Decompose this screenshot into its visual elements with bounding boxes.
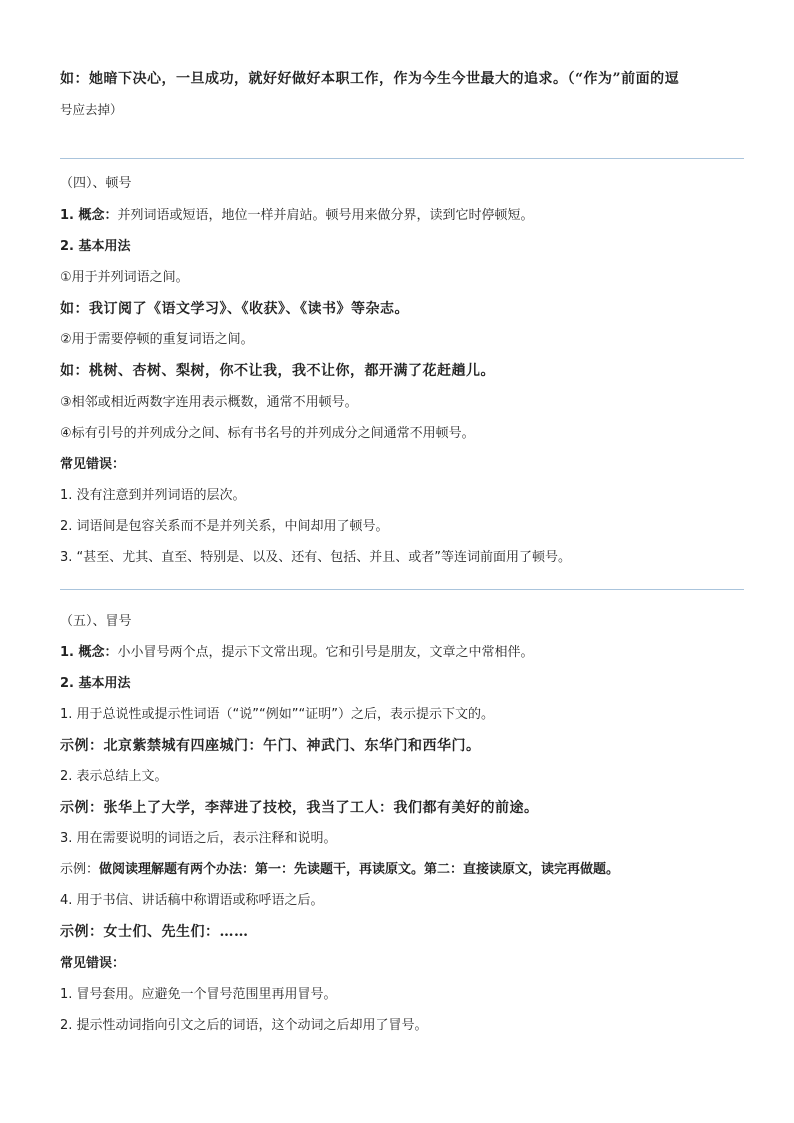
usage-example: 示例：北京紫禁城有四座城门：午门、神武门、东华门和西华门。	[60, 738, 481, 754]
section-heading: （五）、冒号	[60, 614, 132, 629]
section-divider	[60, 589, 744, 590]
usage-rule: 1. 用于总说性或提示性词语（“说”“例如”“证明”）之后，表示提示下文的。	[60, 707, 494, 722]
concept-line	[60, 644, 534, 662]
usage-example: 如：我订阅了《语文学习》、《收获》、《读书》等杂志。	[60, 301, 409, 317]
error-item: 1. 没有注意到并列词语的层次。	[60, 488, 246, 503]
usage-rule: ④标有引号的并列成分之间、标有书名号的并列成分之间通常不用顿号。	[60, 426, 475, 441]
concept-label: 1. 概念：	[60, 645, 118, 660]
error-item: 3. “甚至、尤其、直至、特别是、以及、还有、包括、并且、或者”等连词前面用了顿号。	[60, 550, 572, 565]
usage-heading: 2. 基本用法	[60, 239, 131, 254]
usage-rule: 2. 表示总结上文。	[60, 769, 168, 784]
usage-example: 示例：女士们、先生们：……	[60, 924, 249, 940]
usage-example: 如：桃树、杏树、梨树，你不让我，我不让你，都开满了花赶趟儿。	[60, 363, 495, 379]
usage-rule: 3. 用在需要说明的词语之后，表示注释和说明。	[60, 831, 337, 846]
usage-rule: 4. 用于书信、讲话稿中称谓语或称呼语之后。	[60, 893, 324, 908]
usage-rule: ③相邻或相近两数字连用表示概数，通常不用顿号。	[60, 395, 358, 410]
errors-heading: 常见错误：	[60, 457, 126, 472]
section-heading: （四）、顿号	[60, 176, 132, 191]
usage-example	[60, 861, 619, 879]
error-item: 2. 词语间是包容关系而不是并列关系，中间却用了顿号。	[60, 519, 389, 534]
section-divider	[60, 158, 744, 159]
errors-heading: 常见错误：	[60, 956, 126, 971]
example-text: 做阅读理解题有两个办法：第一：先读题干，再读原文。第二：直接读原文，读完再做题。	[99, 862, 620, 877]
example-text: 号应去掉）	[60, 102, 123, 117]
usage-rule: ②用于需要停顿的重复词语之间。	[60, 332, 254, 347]
usage-example: 示例：张华上了大学，李萍进了技校，我当了工人：我们都有美好的前途。	[60, 800, 539, 816]
usage-rule: ①用于并列词语之间。	[60, 270, 189, 285]
error-item: 1. 冒号套用。应避免一个冒号范围里再用冒号。	[60, 987, 337, 1002]
concept-text: 并列词语或短语，地位一样并肩站。顿号用来做分界，读到它时停顿短。	[117, 208, 534, 223]
example-label: 示例：	[60, 862, 100, 877]
example-text: 如：她暗下决心，一旦成功，就好好做好本职工作，作为今生今世最大的追求。（“作为”前面的逗	[60, 71, 680, 87]
concept-line	[60, 207, 534, 225]
concept-label: 1. 概念：	[60, 208, 118, 223]
concept-text: 小小冒号两个点，提示下文常出现。它和引号是朋友，文章之中常相伴。	[117, 645, 534, 660]
error-item: 2. 提示性动词指向引文之后的词语，这个动词之后却用了冒号。	[60, 1018, 428, 1033]
usage-heading: 2. 基本用法	[60, 676, 131, 691]
